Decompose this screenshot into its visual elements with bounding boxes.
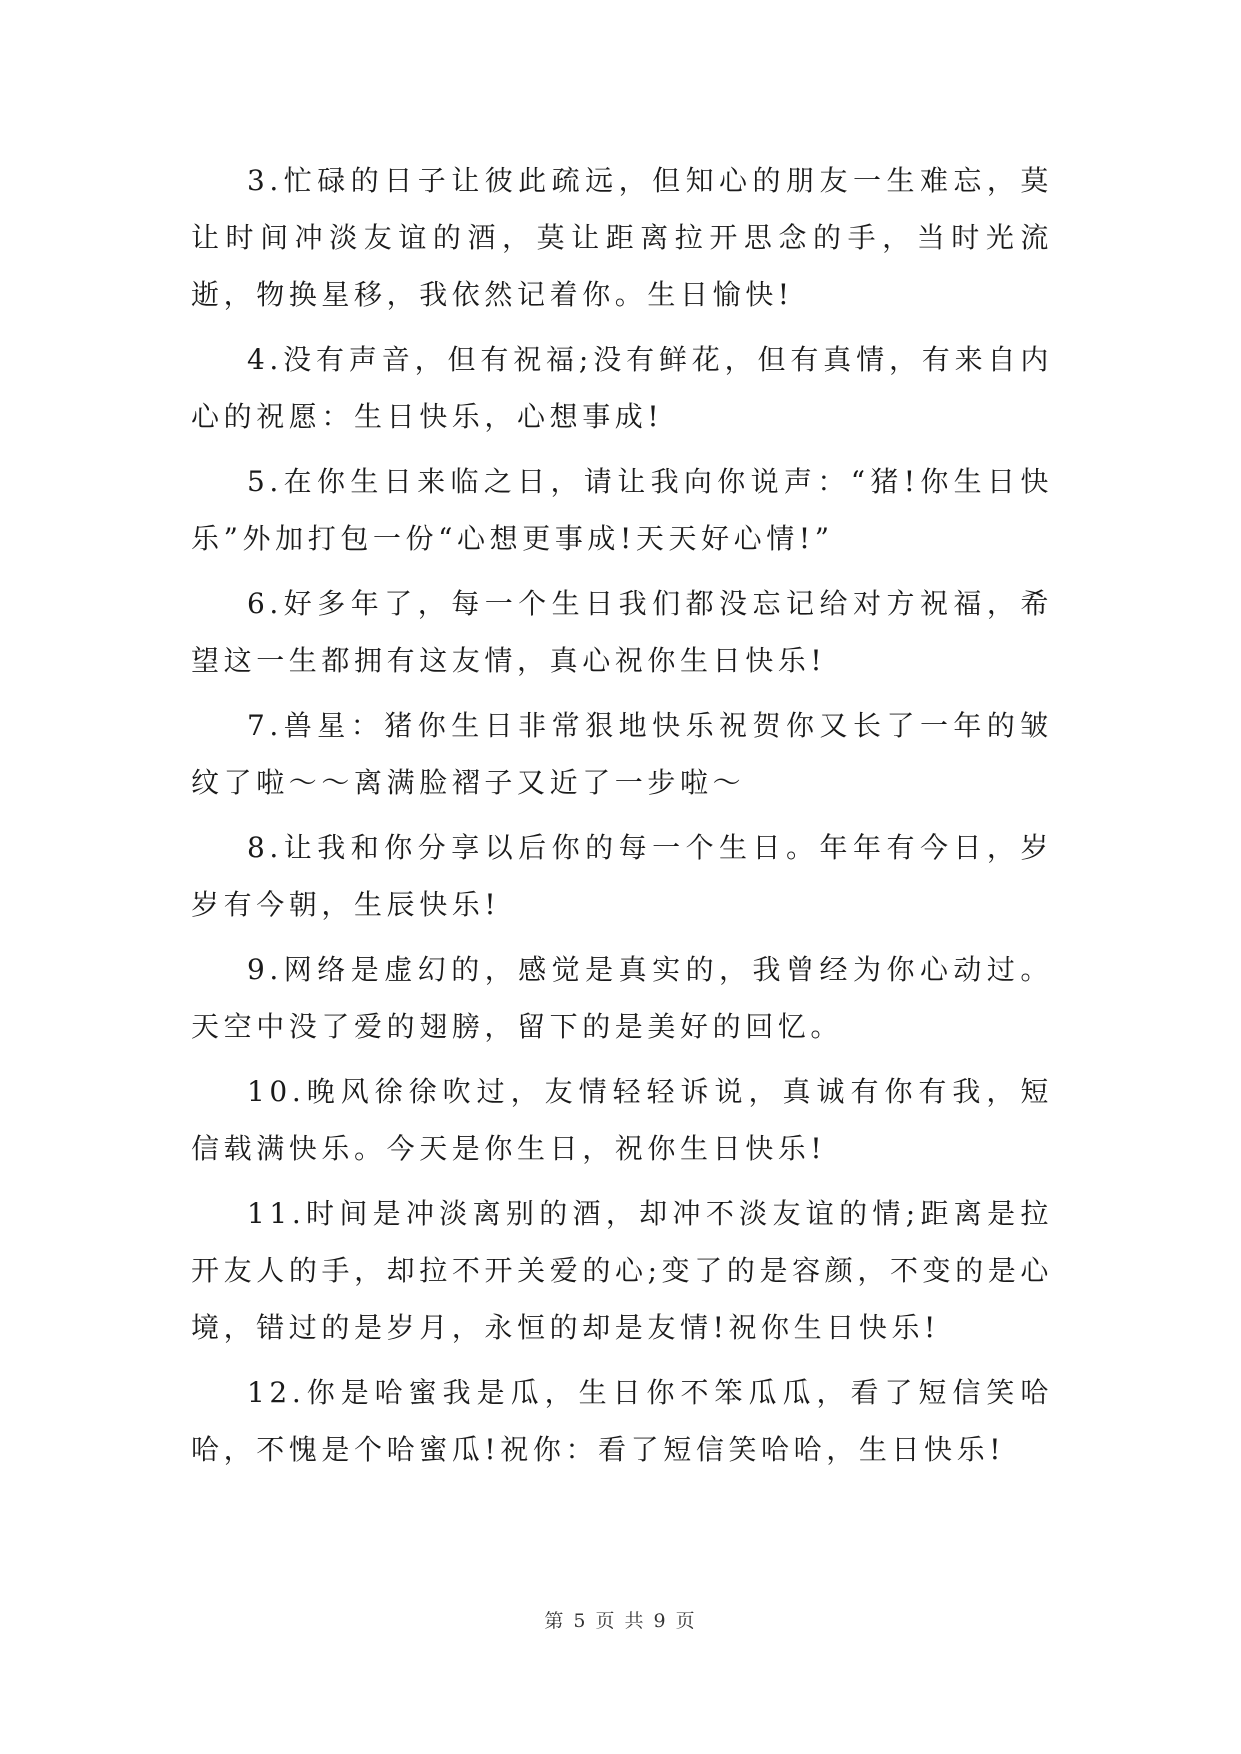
paragraph-12: 12.你是哈蜜我是瓜，生日你不笨瓜瓜，看了短信笑哈哈，不愧是个哈蜜瓜!祝你：看了短信笑哈哈，生日快乐! [191, 1376, 1053, 1466]
paragraph-10: 10.晚风徐徐吹过，友情轻轻诉说，真诚有你有我，短信载满快乐。今天是你生日，祝你生日快乐! [191, 1075, 1053, 1165]
paragraph-11: 11.时间是冲淡离别的酒，却冲不淡友谊的情;距离是拉开友人的手，却拉不开关爱的心;变了的是容颜，不变的是心境，错过的是岁月，永恒的却是友情!祝你生日快乐! [191, 1197, 1053, 1344]
paragraph-9: 9.网络是虚幻的，感觉是真实的，我曾经为你心动过。天空中没了爱的翅膀，留下的是美好的回忆。 [191, 953, 1053, 1043]
paragraph-5: 5.在你生日来临之日，请让我向你说声：“猪!你生日快乐”外加打包一份“心想更事成!天天好心情!” [191, 465, 1053, 555]
body-text [191, 152, 1053, 1486]
paragraph-6: 6.好多年了，每一个生日我们都没忘记给对方祝福，希望这一生都拥有这友情，真心祝你生日快乐! [191, 587, 1053, 677]
paragraph-3: 3.忙碌的日子让彼此疏远，但知心的朋友一生难忘，莫让时间冲淡友谊的酒，莫让距离拉开思念的手，当时光流逝，物换星移，我依然记着你。生日愉快! [191, 164, 1053, 311]
paragraph-8: 8.让我和你分享以后你的每一个生日。年年有今日，岁岁有今朝，生辰快乐! [191, 831, 1053, 921]
paragraph-7: 7.兽星：猪你生日非常狠地快乐祝贺你又长了一年的皱纹了啦～～离满脸褶子又近了一步啦～ [191, 709, 1053, 799]
page-footer: 第 5 页 共 9 页 [544, 1610, 697, 1632]
paragraph-4: 4.没有声音，但有祝福;没有鲜花，但有真情，有来自内心的祝愿：生日快乐，心想事成! [191, 343, 1053, 433]
